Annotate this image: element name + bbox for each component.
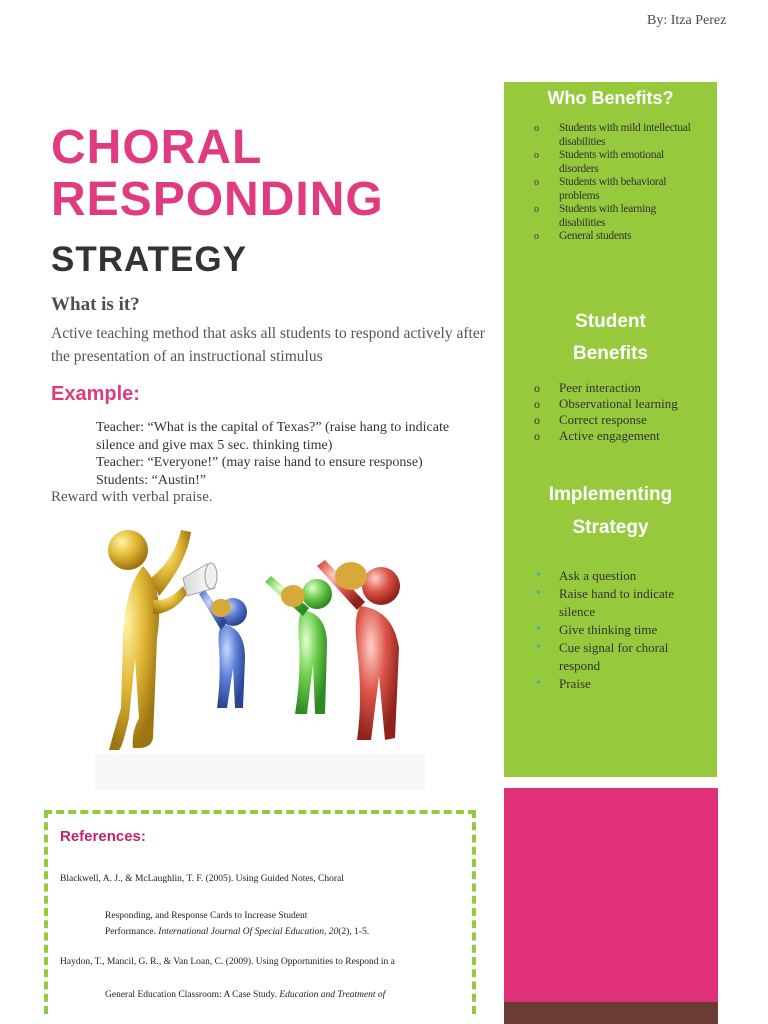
list-item: o Observational learning: [504, 396, 717, 412]
heading-line: Benefits: [573, 343, 648, 364]
list-item: • Give thinking time: [504, 621, 704, 639]
reference-volume: 20: [328, 927, 339, 937]
reference-1-line-2: Responding, and Response Cards to Increase Student: [105, 911, 308, 921]
title-line-1: CHORAL: [51, 121, 263, 174]
example-reward: Reward with verbal praise.: [51, 489, 213, 505]
student-benefits-heading: [504, 306, 717, 370]
reference-journal: International Journal Of Special Education: [158, 927, 324, 937]
student-benefits-list: [504, 380, 717, 444]
example-line: Students: “Austin!”: [96, 472, 207, 488]
what-is-it-text: Active teaching method that asks all students to respond actively after the presentation of an instructional stimulus: [51, 325, 485, 365]
blue-figure: [199, 590, 247, 708]
reference-1-continuation: [105, 908, 369, 940]
pink-block-base: [504, 1002, 718, 1024]
list-item: • Ask a question: [504, 567, 704, 585]
green-figure: [265, 576, 332, 714]
page-title: [51, 122, 384, 226]
sidebar-panel: [504, 82, 717, 777]
reference-journal: Education and Treatment of: [279, 990, 386, 1000]
list-item: • Raise hand to indicate silence: [504, 585, 704, 621]
page-subtitle: STRATEGY: [51, 240, 247, 279]
list-item: o Peer interaction: [504, 380, 717, 396]
list-item: • Cue signal for choral respond: [504, 639, 704, 675]
pink-image-block: [504, 788, 718, 1002]
reference-2-line-1: Haydon, T., Mancil, G. R., & Van Loan, C. (2009). Using Opportunities to Respond in a: [60, 957, 395, 967]
reference-2-line-2: [105, 990, 385, 1000]
implementing-strategy-heading: [504, 478, 717, 544]
heading-line: Strategy: [572, 517, 649, 538]
heading-line: Implementing: [548, 484, 673, 505]
list-item: • Praise: [504, 675, 704, 693]
reference-1-line-3: [105, 924, 369, 940]
what-is-it-heading: What is it?: [51, 294, 140, 315]
reference-text: ,: [323, 927, 329, 937]
list-item: o Correct response: [504, 412, 717, 428]
reference-1-line-1: Blackwell, A. J., & McLaughlin, T. F. (2005). Using Guided Notes, Choral: [60, 874, 344, 884]
who-benefits-list: [504, 122, 704, 244]
references-heading: References:: [60, 828, 146, 845]
list-item: o Students with behavioral problems: [504, 176, 704, 203]
reference-text: General Education Classroom: A Case Study.: [105, 990, 280, 1000]
reference-text: Performance.: [105, 927, 159, 937]
title-line-2: RESPONDING: [51, 173, 384, 226]
list-item: o Students with learning disabilities: [504, 203, 704, 230]
gold-figure: [108, 530, 217, 750]
who-benefits-heading: Who Benefits?: [547, 88, 674, 108]
implementing-strategy-list: [504, 567, 704, 693]
list-item: o Students with mild intellectual disabilities: [504, 122, 704, 149]
references-box: [44, 810, 476, 1014]
heading-line: Student: [575, 311, 646, 332]
example-dialog: [96, 419, 488, 489]
choral-figures-illustration: [95, 518, 425, 790]
list-item: o General students: [504, 230, 704, 244]
list-item: o Active engagement: [504, 428, 717, 444]
reference-text: (2), 1-5.: [338, 927, 370, 937]
list-item: o Students with emotional disorders: [504, 149, 704, 176]
example-heading: Example:: [51, 383, 140, 405]
byline: By: Itza Perez: [647, 13, 727, 28]
example-line: Teacher: “Everyone!” (may raise hand to ensure response): [96, 455, 423, 470]
example-line: Teacher: “What is the capital of Texas?” (raise hang to indicate silence and give max 5 sec. thinking time): [96, 420, 450, 453]
